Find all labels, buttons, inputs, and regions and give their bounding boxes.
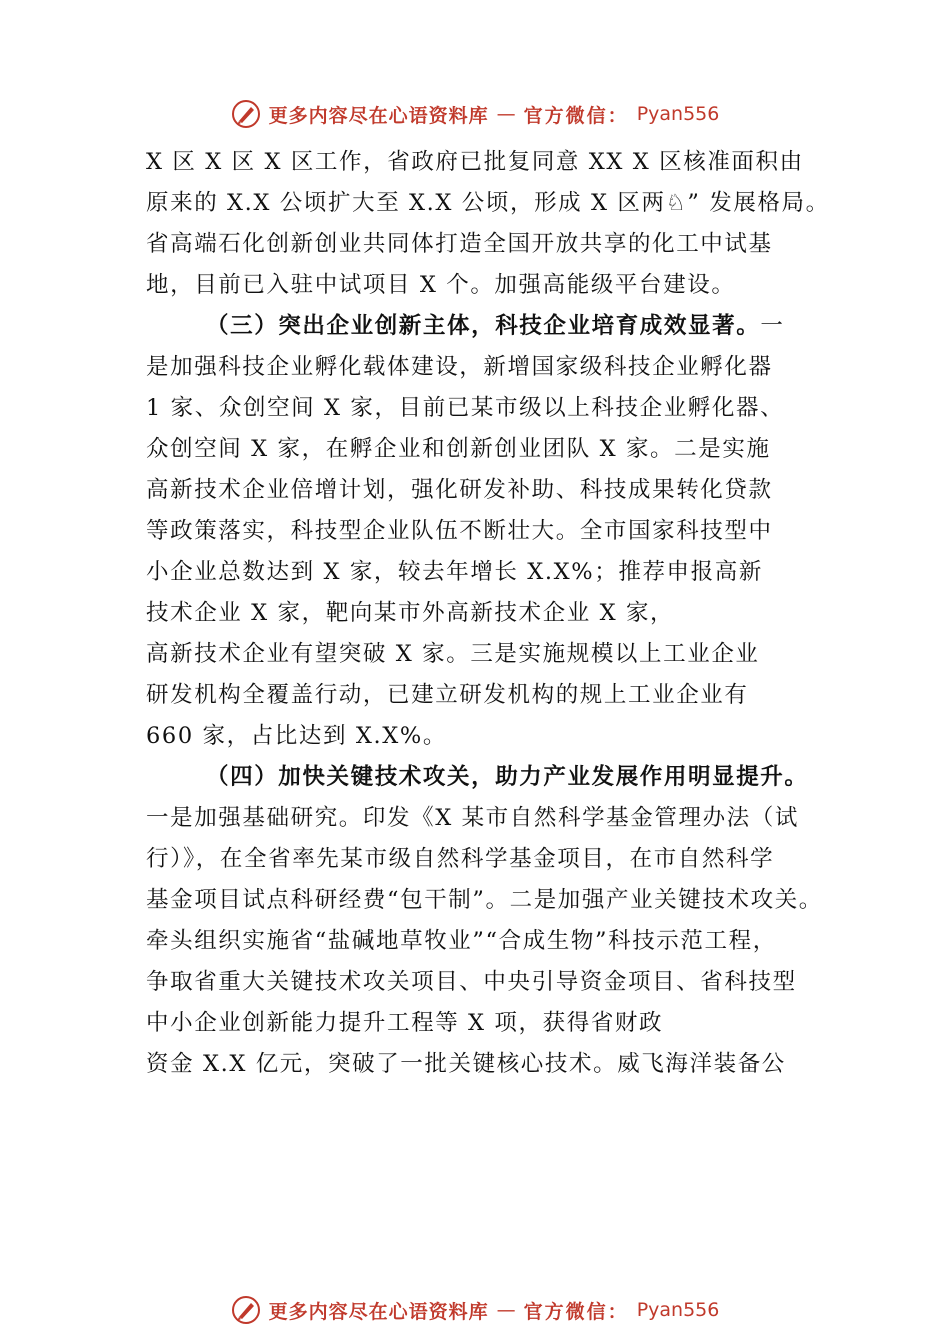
watermark-label: 官方微信： [523,1300,629,1323]
body-line-18: 行）》，在全省率先某市级自然科学基金项目，在市自然科学 [146,846,775,872]
body-line-12: 技术企业 X 家，靶向某市外高新技术企业 X 家， [146,600,675,626]
watermark-site-text: 更多内容尽在心语资料库 [268,1300,489,1323]
body-line-23: 资金 X.X 亿元，突破了一批关键核心技术。威飞海洋装备公 [146,1051,786,1077]
body-line-3: 省高端石化创新创业共同体打造全国开放共享的化工中试基 [146,231,773,257]
body-line-8: 众创空间 X 家，在孵企业和创新创业团队 X 家。二是实施 [146,436,771,462]
watermark-separator: — [496,103,516,125]
watermark-account: Pyan556 [636,1299,720,1321]
body-line-20: 牵头组织实施省“盐碱地草牧业”“合成生物”科技示范工程， [146,928,777,954]
watermark-banner-bottom [0,1290,950,1330]
section-heading-3-line [146,306,826,347]
watermark-site-text: 更多内容尽在心语资料库 [268,104,489,127]
body-line-22: 中小企业创新能力提升工程等 X 项，获得省财政 [146,1010,664,1036]
watermark-separator: — [496,1299,516,1321]
section-heading-3: （三）突出企业创新主体，科技企业培育成效显著。 [206,313,761,339]
body-line-14: 研发机构全覆盖行动，已建立研发机构的规上工业企业有 [146,682,749,708]
document-body [146,142,830,1085]
body-line-21: 争取省重大关键技术攻关项目、中央引导资金项目、省科技型 [146,969,797,995]
quill-logo-icon [231,1295,261,1325]
body-line-2: 原来的 X.X 公顷扩大至 X.X 公顷，形成 X 区两♘” 发展格局。 [146,190,830,216]
body-line-11: 小企业总数达到 X 家，较去年增长 X.X%；推荐申报高新 [146,559,763,585]
body-line-19: 基金项目试点科研经费“包干制”。二是加强产业关键技术攻关。 [146,887,823,913]
body-line-1: X 区 X 区 X 区工作，省政府已批复同意 XX X 区核准面积由 [146,149,804,175]
watermark-label: 官方微信： [523,104,629,127]
watermark-banner-top [0,94,950,134]
body-line-4: 地，目前已入驻中试项目 X 个。加强高能级平台建设。 [146,272,736,298]
body-line-6: 是加强科技企业孵化载体建设，新增国家级科技企业孵化器 [146,354,773,380]
body-line-17: 一是加强基础研究。印发《X 某市自然科学基金管理办法（试 [146,805,799,831]
body-line-13: 高新技术企业有望突破 X 家。三是实施规模以上工业企业 [146,641,760,667]
body-line-9: 高新技术企业倍增计划，强化研发补助、科技成果转化贷款 [146,477,773,503]
section-3-lead: 一 [760,313,785,339]
body-line-15: 660 家，占比达到 X.X%。 [146,723,447,749]
body-line-7: 1 家、众创空间 X 家，目前已某市级以上科技企业孵化器、 [146,395,785,421]
quill-logo-icon [231,99,261,129]
body-line-10: 等政策落实，科技型企业队伍不断壮大。全市国家科技型中 [146,518,773,544]
watermark-account: Pyan556 [636,103,720,125]
section-heading-4: （四）加快关键技术攻关，助力产业发展作用明显提升。 [206,764,809,790]
